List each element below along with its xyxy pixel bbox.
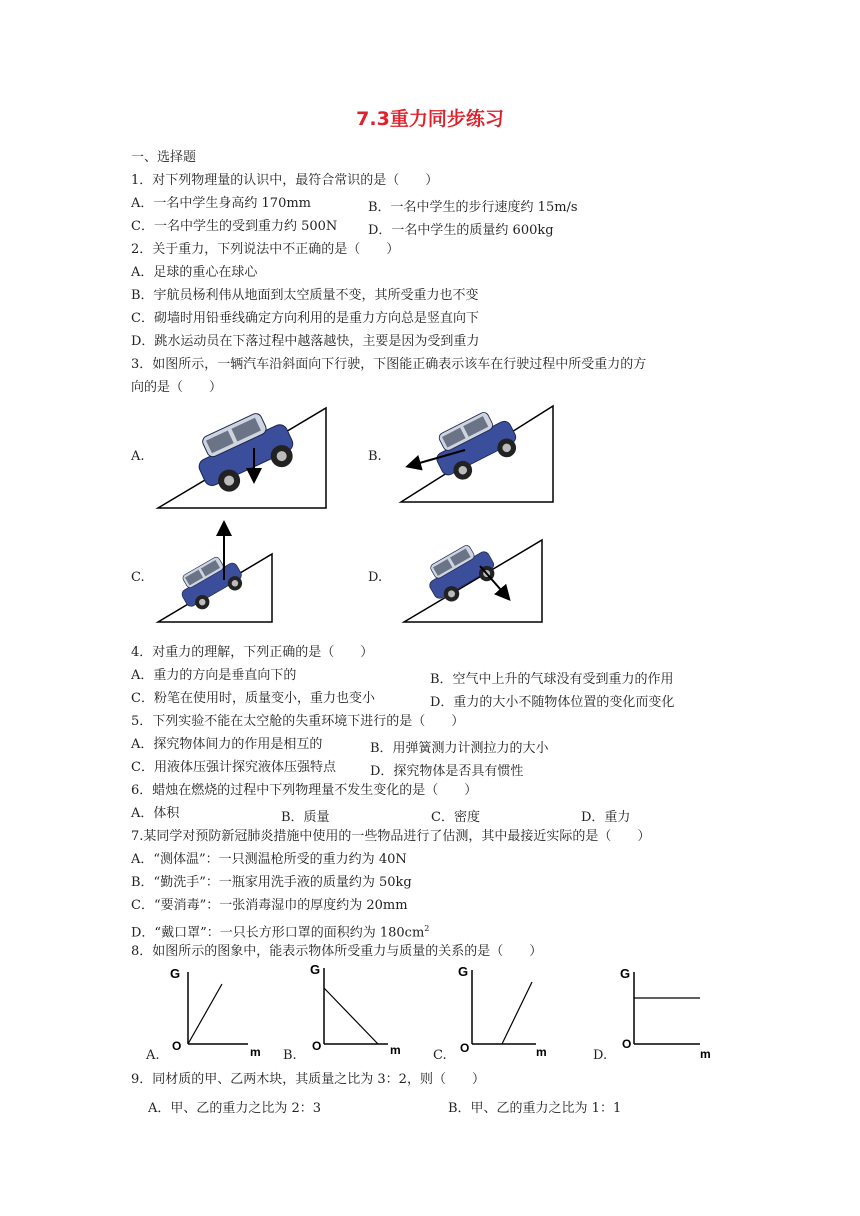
q5-option-c: C．用液体压强计探究液体压强特点	[131, 760, 336, 775]
q1-option-c: C．一名中学生的受到重力约 500N	[131, 219, 338, 234]
section-heading: 一、选择题	[131, 150, 197, 165]
q6-option-c: C．密度	[431, 810, 480, 825]
q3-option-c-label: C.	[131, 570, 145, 585]
q1-option-a: A．一名中学生身高约 170mm	[131, 196, 311, 211]
origin-label: O	[622, 1037, 632, 1051]
q2-option-d: D．跳水运动员在下落过程中越落越快，主要是因为受到重力	[131, 334, 480, 349]
q2-stem: 2．关于重力，下列说法中不正确的是（ ）	[131, 242, 400, 257]
q8-stem: 8．如图所示的图象中，能表示物体所受重力与质量的关系的是（ ）	[131, 944, 543, 959]
q5-option-b: B．用弹簧测力计测拉力的大小	[370, 741, 549, 756]
axis-x-label: m	[536, 1045, 547, 1059]
q6-stem: 6．蜡烛在燃烧的过程中下列物理量不发生变化的是（ ）	[131, 783, 478, 798]
q4-stem: 4．对重力的理解，下列正确的是（ ）	[131, 645, 374, 660]
q2-option-a: A．足球的重心在球心	[131, 265, 258, 280]
graph-line	[324, 988, 378, 1044]
q8-graph-c	[456, 960, 556, 1060]
q8-option-d-label: D.	[593, 1048, 608, 1063]
q8-option-a-label: A.	[146, 1048, 160, 1063]
q3-option-d-label: D.	[368, 570, 383, 585]
q7-stem: 7.某同学对预防新冠肺炎措施中使用的一些物品进行了估测，其中最接近实际的是（ ）	[131, 829, 651, 844]
axis-y-label: G	[170, 966, 181, 981]
q3-option-b-label: B.	[368, 449, 382, 464]
q8-option-b-label: B.	[283, 1048, 297, 1063]
q7-option-d	[131, 921, 429, 941]
q4-option-d: D．重力的大小不随物体位置的变化而变化	[430, 695, 675, 710]
axis-x-label: m	[390, 1043, 401, 1057]
q4-option-c: C．粉笔在使用时，质量变小，重力也变小	[131, 691, 375, 706]
q9-stem: 9．同材质的甲、乙两木块，其质量之比为 3：2，则（ ）	[131, 1072, 485, 1087]
q2-option-c: C．砌墙时用铅垂线确定方向利用的是重力方向总是竖直向下	[131, 311, 479, 326]
q7-option-a: A．“测体温”：一只测温枪所受的重力约为 40N	[131, 852, 407, 867]
q8-graph-a	[166, 964, 266, 1060]
axis-y-label: G	[458, 964, 469, 979]
q3-figure-a	[150, 400, 340, 512]
q4-option-a: A．重力的方向是垂直向下的	[131, 668, 297, 683]
q8-graph-b	[308, 958, 408, 1058]
q5-option-a: A．探究物体间力的作用是相互的	[131, 737, 323, 752]
q3-option-a-label: A.	[131, 449, 145, 464]
q2-option-b: B．宇航员杨利伟从地面到太空质量不变，其所受重力也不变	[131, 288, 479, 303]
q7-option-b: B．“勤洗手”：一瓶家用洗手液的质量约为 50kg	[131, 875, 412, 890]
axis-y-label: G	[620, 966, 631, 981]
q5-option-d: D．探究物体是否具有惯性	[370, 764, 524, 779]
q6-option-b: B．质量	[281, 810, 330, 825]
q7-option-d-text: D．“戴口罩”：一只长方形口罩的面积约为 180cm	[131, 925, 425, 941]
axis-x-label: m	[700, 1047, 711, 1061]
axis-x-label: m	[250, 1045, 261, 1059]
graph-line	[188, 984, 222, 1044]
q3-stem-line1: 3．如图所示，一辆汽车沿斜面向下行驶，下图能正确表示该车在行驶过程中所受重力的方	[131, 357, 647, 372]
q1-option-b: B．一名中学生的步行速度约 15m/s	[368, 200, 578, 215]
q7-option-d-superscript: 2	[424, 924, 430, 933]
q3-figure-c	[152, 518, 282, 630]
q1-option-d: D．一名中学生的质量约 600kg	[368, 223, 554, 238]
q4-option-b: B．空气中上升的气球没有受到重力的作用	[430, 672, 674, 687]
q5-stem: 5．下列实验不能在太空舱的失重环境下进行的是（ ）	[131, 714, 465, 729]
axis-y-label: G	[310, 962, 321, 977]
q8-graph-d	[618, 962, 718, 1062]
q6-option-d: D．重力	[581, 810, 631, 825]
q3-figure-b	[395, 400, 585, 512]
q6-option-a: A．体积	[131, 806, 180, 821]
q1-stem: 1．对下列物理量的认识中，最符合常识的是（ ）	[131, 173, 439, 188]
q3-stem-line2: 向的是（ ）	[131, 380, 223, 395]
origin-label: O	[460, 1041, 470, 1055]
page-title: 7.3重力同步练习	[356, 108, 504, 130]
q9-option-b: B．甲、乙的重力之比为 1：1	[448, 1101, 622, 1116]
origin-label: O	[172, 1039, 182, 1053]
graph-line	[502, 982, 532, 1044]
q7-option-c: C．“要消毒”：一张消毒湿巾的厚度约为 20mm	[131, 898, 408, 913]
q9-option-a: A．甲、乙的重力之比为 2：3	[148, 1101, 322, 1116]
q8-option-c-label: C.	[433, 1048, 447, 1063]
origin-label: O	[312, 1039, 322, 1053]
q3-figure-d	[400, 536, 550, 628]
